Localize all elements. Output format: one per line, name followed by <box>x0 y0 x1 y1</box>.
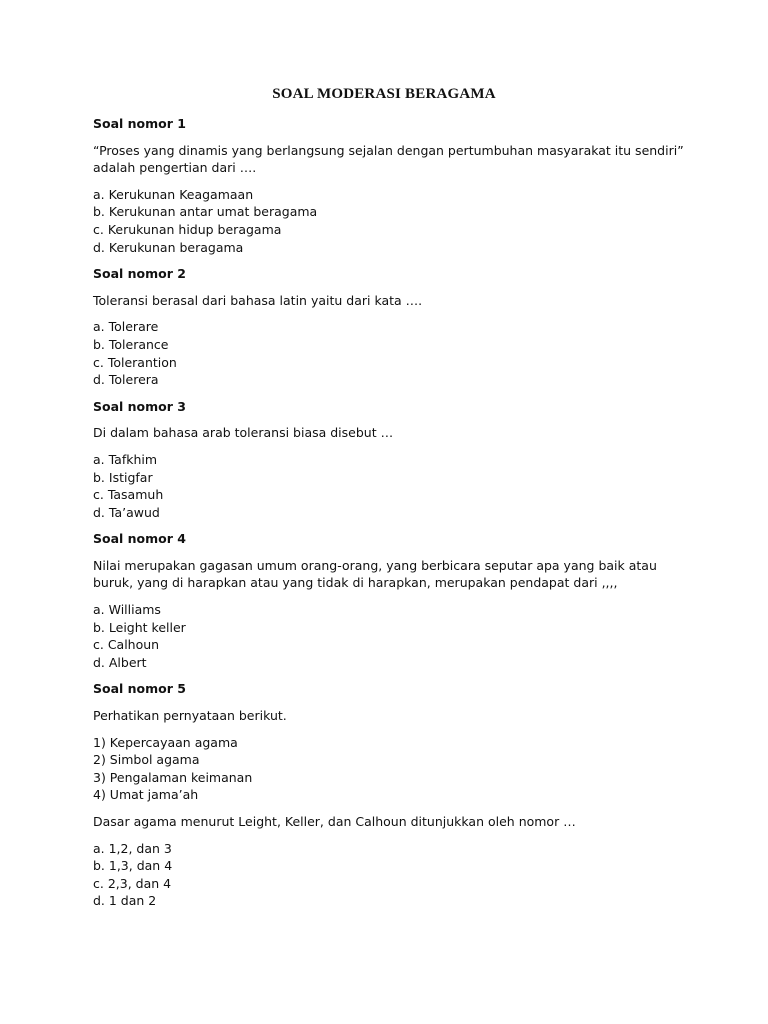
question-3 <box>93 398 693 522</box>
question-heading: Soal nomor 1 <box>93 116 186 131</box>
answer-option: d. Tolerera <box>93 372 159 388</box>
answer-option: a. Tolerare <box>93 319 159 335</box>
statement-item: 3) Pengalaman keimanan <box>93 769 253 785</box>
question-text: Nilai merupakan gagasan umum orang-orang, yang berbicara seputar apa yang baik atau buruk, yang di harapkan atau yang tidak di harapkan, merupakan pendapat dari ,,,, <box>93 557 657 591</box>
question-text: Di dalam bahasa arab toleransi biasa disebut … <box>93 425 394 441</box>
answer-option: b. Kerukunan antar umat beragama <box>93 204 318 220</box>
question-heading: Soal nomor 2 <box>93 266 186 282</box>
statement-item: 1) Kepercayaan agama <box>93 734 238 750</box>
answer-option: d. 1 dan 2 <box>93 893 157 909</box>
answer-option: b. Istigfar <box>93 469 153 485</box>
answer-option: c. Tolerantion <box>93 354 177 370</box>
statement-list <box>93 734 693 804</box>
answer-option: d. Kerukunan beragama <box>93 239 244 255</box>
question-heading: Soal nomor 3 <box>93 398 186 414</box>
answer-option: a. 1,2, dan 3 <box>93 840 172 856</box>
question-text: Toleransi berasal dari bahasa latin yaitu dari kata …. <box>93 292 423 308</box>
question-heading: Soal nomor 4 <box>93 531 186 547</box>
answer-options <box>93 318 693 388</box>
question-text: Perhatikan pernyataan berikut. <box>93 708 287 724</box>
answer-options <box>93 601 693 671</box>
answer-option: d. Albert <box>93 654 147 670</box>
answer-option: b. 1,3, dan 4 <box>93 858 173 874</box>
question-heading: Soal nomor 5 <box>93 681 186 697</box>
answer-option: c. Tasamuh <box>93 487 164 503</box>
answer-option: a. Tafkhim <box>93 451 158 467</box>
answer-option: c. 2,3, dan 4 <box>93 875 172 891</box>
question-4 <box>93 530 693 671</box>
document-content <box>93 115 693 919</box>
question-5 <box>93 680 693 910</box>
question-text-followup: Dasar agama menurut Leight, Keller, dan Calhoun ditunjukkan oleh nomor … <box>93 814 576 829</box>
document-title: SOAL MODERASI BERAGAMA <box>272 86 496 102</box>
statement-item: 2) Simbol agama <box>93 752 200 768</box>
answer-options <box>93 186 693 256</box>
answer-option: c. Calhoun <box>93 637 160 653</box>
statement-item: 4) Umat jama’ah <box>93 787 199 803</box>
answer-option: b. Leight keller <box>93 619 186 635</box>
answer-option: b. Tolerance <box>93 336 169 352</box>
question-1 <box>93 115 693 256</box>
answer-options <box>93 840 693 910</box>
question-text: “Proses yang dinamis yang berlangsung sejalan dengan pertumbuhan masyarakat itu sendiri” adalah pengertian dari …. <box>93 142 684 176</box>
answer-option: d. Ta’awud <box>93 504 160 520</box>
answer-option: c. Kerukunan hidup beragama <box>93 221 282 237</box>
answer-option: a. Kerukunan Keagamaan <box>93 186 254 202</box>
answer-option: a. Williams <box>93 602 161 618</box>
question-2 <box>93 265 693 389</box>
answer-options <box>93 451 693 521</box>
